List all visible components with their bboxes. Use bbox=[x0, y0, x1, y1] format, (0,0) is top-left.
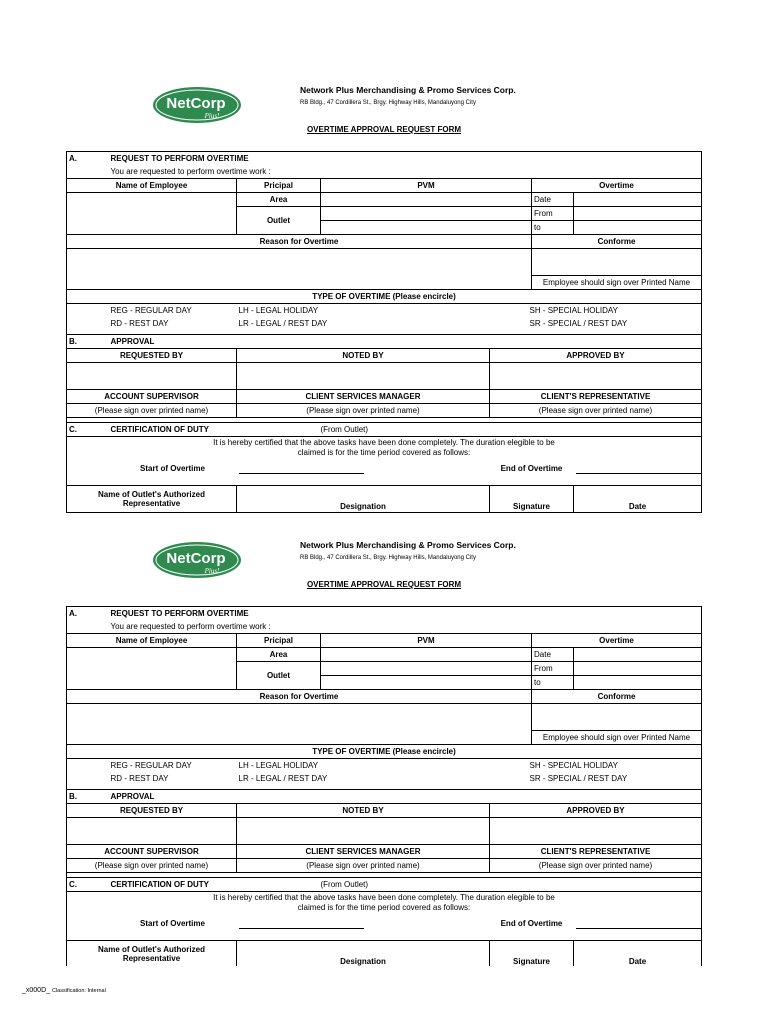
start-of-overtime-label: Start of Overtime bbox=[140, 918, 205, 928]
pvm-label: PVM bbox=[321, 634, 532, 648]
conforme-sign-field[interactable] bbox=[532, 249, 702, 276]
outlet-field-1[interactable] bbox=[321, 662, 532, 676]
reason-label: Reason for Overtime bbox=[67, 690, 532, 704]
type-sh[interactable]: SH - SPECIAL HOLIDAY bbox=[529, 761, 618, 770]
from-field[interactable] bbox=[574, 207, 702, 221]
employee-sign-note: Employee should sign over Printed Name bbox=[532, 276, 702, 290]
section-b-title: APPROVAL bbox=[110, 337, 155, 346]
type-reg[interactable]: REG - REGULAR DAY bbox=[110, 306, 192, 315]
clients-representative-label: CLIENT'S REPRESENTATIVE bbox=[540, 847, 651, 856]
designation-label: Designation bbox=[237, 941, 490, 967]
cert-date-label: Date bbox=[628, 957, 647, 966]
account-supervisor-label: ACCOUNT SUPERVISOR bbox=[67, 845, 237, 859]
outlet-label: Outlet bbox=[237, 662, 321, 690]
to-label: to bbox=[532, 221, 574, 235]
section-b-letter: B. bbox=[69, 792, 77, 801]
company-address: RB Bldg., 47 Cordillera St., Brgy. Highway Hills, Mandaluyong City bbox=[300, 555, 476, 561]
cert-date-label: Date bbox=[628, 502, 647, 511]
approved-by-sign-field[interactable] bbox=[490, 363, 702, 390]
start-of-overtime-field[interactable] bbox=[237, 912, 490, 934]
company-address: RB Bldg., 47 Cordillera St., Brgy. Highway Hills, Mandaluyong City bbox=[300, 100, 476, 106]
form-title: OVERTIME APPROVAL REQUEST FORM bbox=[306, 580, 462, 589]
type-lh[interactable]: LH - LEGAL HOLIDAY bbox=[238, 761, 319, 770]
requested-by-sign-field[interactable] bbox=[67, 818, 237, 845]
svg-text:NetCorp: NetCorp bbox=[166, 95, 226, 112]
section-c-letter: C. bbox=[69, 425, 77, 434]
signature-label: Signature bbox=[490, 941, 574, 967]
noted-by-label: NOTED BY bbox=[237, 349, 490, 363]
sign-note-3: (Please sign over printed name) bbox=[538, 861, 653, 870]
noted-by-label: NOTED BY bbox=[237, 804, 490, 818]
area-field[interactable] bbox=[321, 193, 532, 207]
section-a-intro: You are requested to perform overtime work : bbox=[110, 167, 271, 176]
svg-text:Plus!: Plus! bbox=[204, 112, 220, 120]
type-lr[interactable]: LR - LEGAL / REST DAY bbox=[238, 774, 328, 783]
certification-line-2: claimed is for the time period covered as follows: bbox=[297, 447, 471, 457]
designation-label: Designation bbox=[237, 486, 490, 513]
company-name: Network Plus Merchandising & Promo Services Corp. bbox=[300, 85, 516, 95]
section-a-letter: A. bbox=[69, 609, 77, 618]
type-rd[interactable]: RD - REST DAY bbox=[110, 774, 169, 783]
area-label: Area bbox=[237, 648, 321, 662]
approved-by-sign-field[interactable] bbox=[490, 818, 702, 845]
section-a-intro: You are requested to perform overtime work : bbox=[110, 622, 271, 631]
type-reg[interactable]: REG - REGULAR DAY bbox=[110, 761, 192, 770]
noted-by-sign-field[interactable] bbox=[237, 818, 490, 845]
outlet-field-2[interactable] bbox=[321, 221, 532, 235]
sign-note-1: (Please sign over printed name) bbox=[67, 404, 237, 418]
conforme-label: Conforme bbox=[597, 237, 636, 246]
signature-label: Signature bbox=[490, 486, 574, 513]
requested-by-label: REQUESTED BY bbox=[67, 804, 237, 818]
overtime-form-table bbox=[66, 606, 702, 966]
start-of-overtime-label: Start of Overtime bbox=[140, 463, 205, 473]
section-b-letter: B. bbox=[69, 337, 77, 346]
pvm-label: PVM bbox=[321, 179, 532, 193]
date-label: Date bbox=[532, 648, 574, 662]
employee-name-field[interactable] bbox=[67, 648, 237, 690]
date-field[interactable] bbox=[574, 193, 702, 207]
conforme-label: Conforme bbox=[597, 692, 636, 701]
to-label: to bbox=[532, 676, 574, 690]
approved-by-label: APPROVED BY bbox=[566, 806, 625, 815]
employee-name-field[interactable] bbox=[67, 193, 237, 235]
pricipal-label: Pricipal bbox=[237, 634, 321, 648]
form-copy-2 bbox=[0, 455, 768, 966]
from-outlet-note: (From Outlet) bbox=[320, 425, 369, 434]
area-label: Area bbox=[237, 193, 321, 207]
netcorp-logo bbox=[152, 86, 242, 124]
type-sr[interactable]: SR - SPECIAL / REST DAY bbox=[529, 319, 628, 328]
approved-by-label: APPROVED BY bbox=[566, 351, 625, 360]
requested-by-sign-field[interactable] bbox=[67, 363, 237, 390]
type-lr[interactable]: LR - LEGAL / REST DAY bbox=[238, 319, 328, 328]
overtime-label: Overtime bbox=[599, 181, 634, 190]
to-field[interactable] bbox=[574, 221, 702, 235]
outlet-label: Outlet bbox=[237, 207, 321, 235]
section-c-letter: C. bbox=[69, 880, 77, 889]
authorized-rep-label: Name of Outlet's Authorized Representative bbox=[67, 486, 237, 513]
section-a-letter: A. bbox=[69, 154, 77, 163]
date-field[interactable] bbox=[574, 648, 702, 662]
sign-note-2: (Please sign over printed name) bbox=[237, 404, 490, 418]
overtime-label: Overtime bbox=[599, 636, 634, 645]
from-field[interactable] bbox=[574, 662, 702, 676]
type-lh[interactable]: LH - LEGAL HOLIDAY bbox=[238, 306, 319, 315]
noted-by-sign-field[interactable] bbox=[237, 363, 490, 390]
type-of-overtime-title: TYPE OF OVERTIME (Please encircle) bbox=[312, 292, 456, 301]
reason-label: Reason for Overtime bbox=[67, 235, 532, 249]
type-of-overtime-title: TYPE OF OVERTIME (Please encircle) bbox=[312, 747, 456, 756]
footer-code: _x000D_ bbox=[22, 987, 51, 994]
from-label: From bbox=[532, 207, 574, 221]
sign-note-3: (Please sign over printed name) bbox=[538, 406, 653, 415]
section-c-title: CERTIFICATION OF DUTY bbox=[110, 880, 210, 889]
reason-field[interactable] bbox=[67, 704, 532, 745]
area-field[interactable] bbox=[321, 648, 532, 662]
section-a-title: REQUEST TO PERFORM OVERTIME bbox=[110, 609, 249, 618]
account-supervisor-label: ACCOUNT SUPERVISOR bbox=[67, 390, 237, 404]
to-field[interactable] bbox=[574, 676, 702, 690]
end-of-overtime-label: End of Overtime bbox=[500, 918, 563, 928]
classification-label: Classification: Internal bbox=[51, 988, 106, 994]
svg-text:NetCorp: NetCorp bbox=[166, 550, 226, 567]
end-of-overtime-label: End of Overtime bbox=[500, 463, 563, 473]
client-services-manager-label: CLIENT SERVICES MANAGER bbox=[237, 845, 490, 859]
conforme-sign-field[interactable] bbox=[532, 704, 702, 731]
type-sh[interactable]: SH - SPECIAL HOLIDAY bbox=[529, 306, 618, 315]
page-footer bbox=[22, 987, 106, 994]
end-of-overtime-field[interactable] bbox=[574, 912, 702, 934]
from-outlet-note: (From Outlet) bbox=[320, 880, 369, 889]
type-rd[interactable]: RD - REST DAY bbox=[110, 319, 169, 328]
netcorp-logo bbox=[152, 541, 242, 579]
from-label: From bbox=[532, 662, 574, 676]
certification-line-1: It is hereby certified that the above tasks have been done completely. The duration elegible to be bbox=[213, 892, 555, 902]
employee-sign-note: Employee should sign over Printed Name bbox=[532, 731, 702, 745]
name-of-employee-label: Name of Employee bbox=[67, 634, 237, 648]
section-a-title: REQUEST TO PERFORM OVERTIME bbox=[110, 154, 249, 163]
reason-field[interactable] bbox=[67, 249, 532, 290]
date-label: Date bbox=[532, 193, 574, 207]
pricipal-label: Pricipal bbox=[237, 179, 321, 193]
name-of-employee-label: Name of Employee bbox=[67, 179, 237, 193]
section-b-title: APPROVAL bbox=[110, 792, 155, 801]
requested-by-label: REQUESTED BY bbox=[67, 349, 237, 363]
outlet-field-2[interactable] bbox=[321, 676, 532, 690]
authorized-rep-label: Name of Outlet's Authorized Representative bbox=[67, 941, 237, 967]
company-name: Network Plus Merchandising & Promo Services Corp. bbox=[300, 540, 516, 550]
clients-representative-label: CLIENT'S REPRESENTATIVE bbox=[540, 392, 651, 401]
form-title: OVERTIME APPROVAL REQUEST FORM bbox=[306, 125, 462, 134]
certification-line-2: claimed is for the time period covered as follows: bbox=[297, 902, 471, 912]
sign-note-1: (Please sign over printed name) bbox=[67, 859, 237, 873]
svg-text:Plus!: Plus! bbox=[204, 567, 220, 575]
section-c-title: CERTIFICATION OF DUTY bbox=[110, 425, 210, 434]
sign-note-2: (Please sign over printed name) bbox=[237, 859, 490, 873]
outlet-field-1[interactable] bbox=[321, 207, 532, 221]
type-sr[interactable]: SR - SPECIAL / REST DAY bbox=[529, 774, 628, 783]
certification-line-1: It is hereby certified that the above tasks have been done completely. The duration elegible to be bbox=[213, 437, 555, 447]
client-services-manager-label: CLIENT SERVICES MANAGER bbox=[237, 390, 490, 404]
